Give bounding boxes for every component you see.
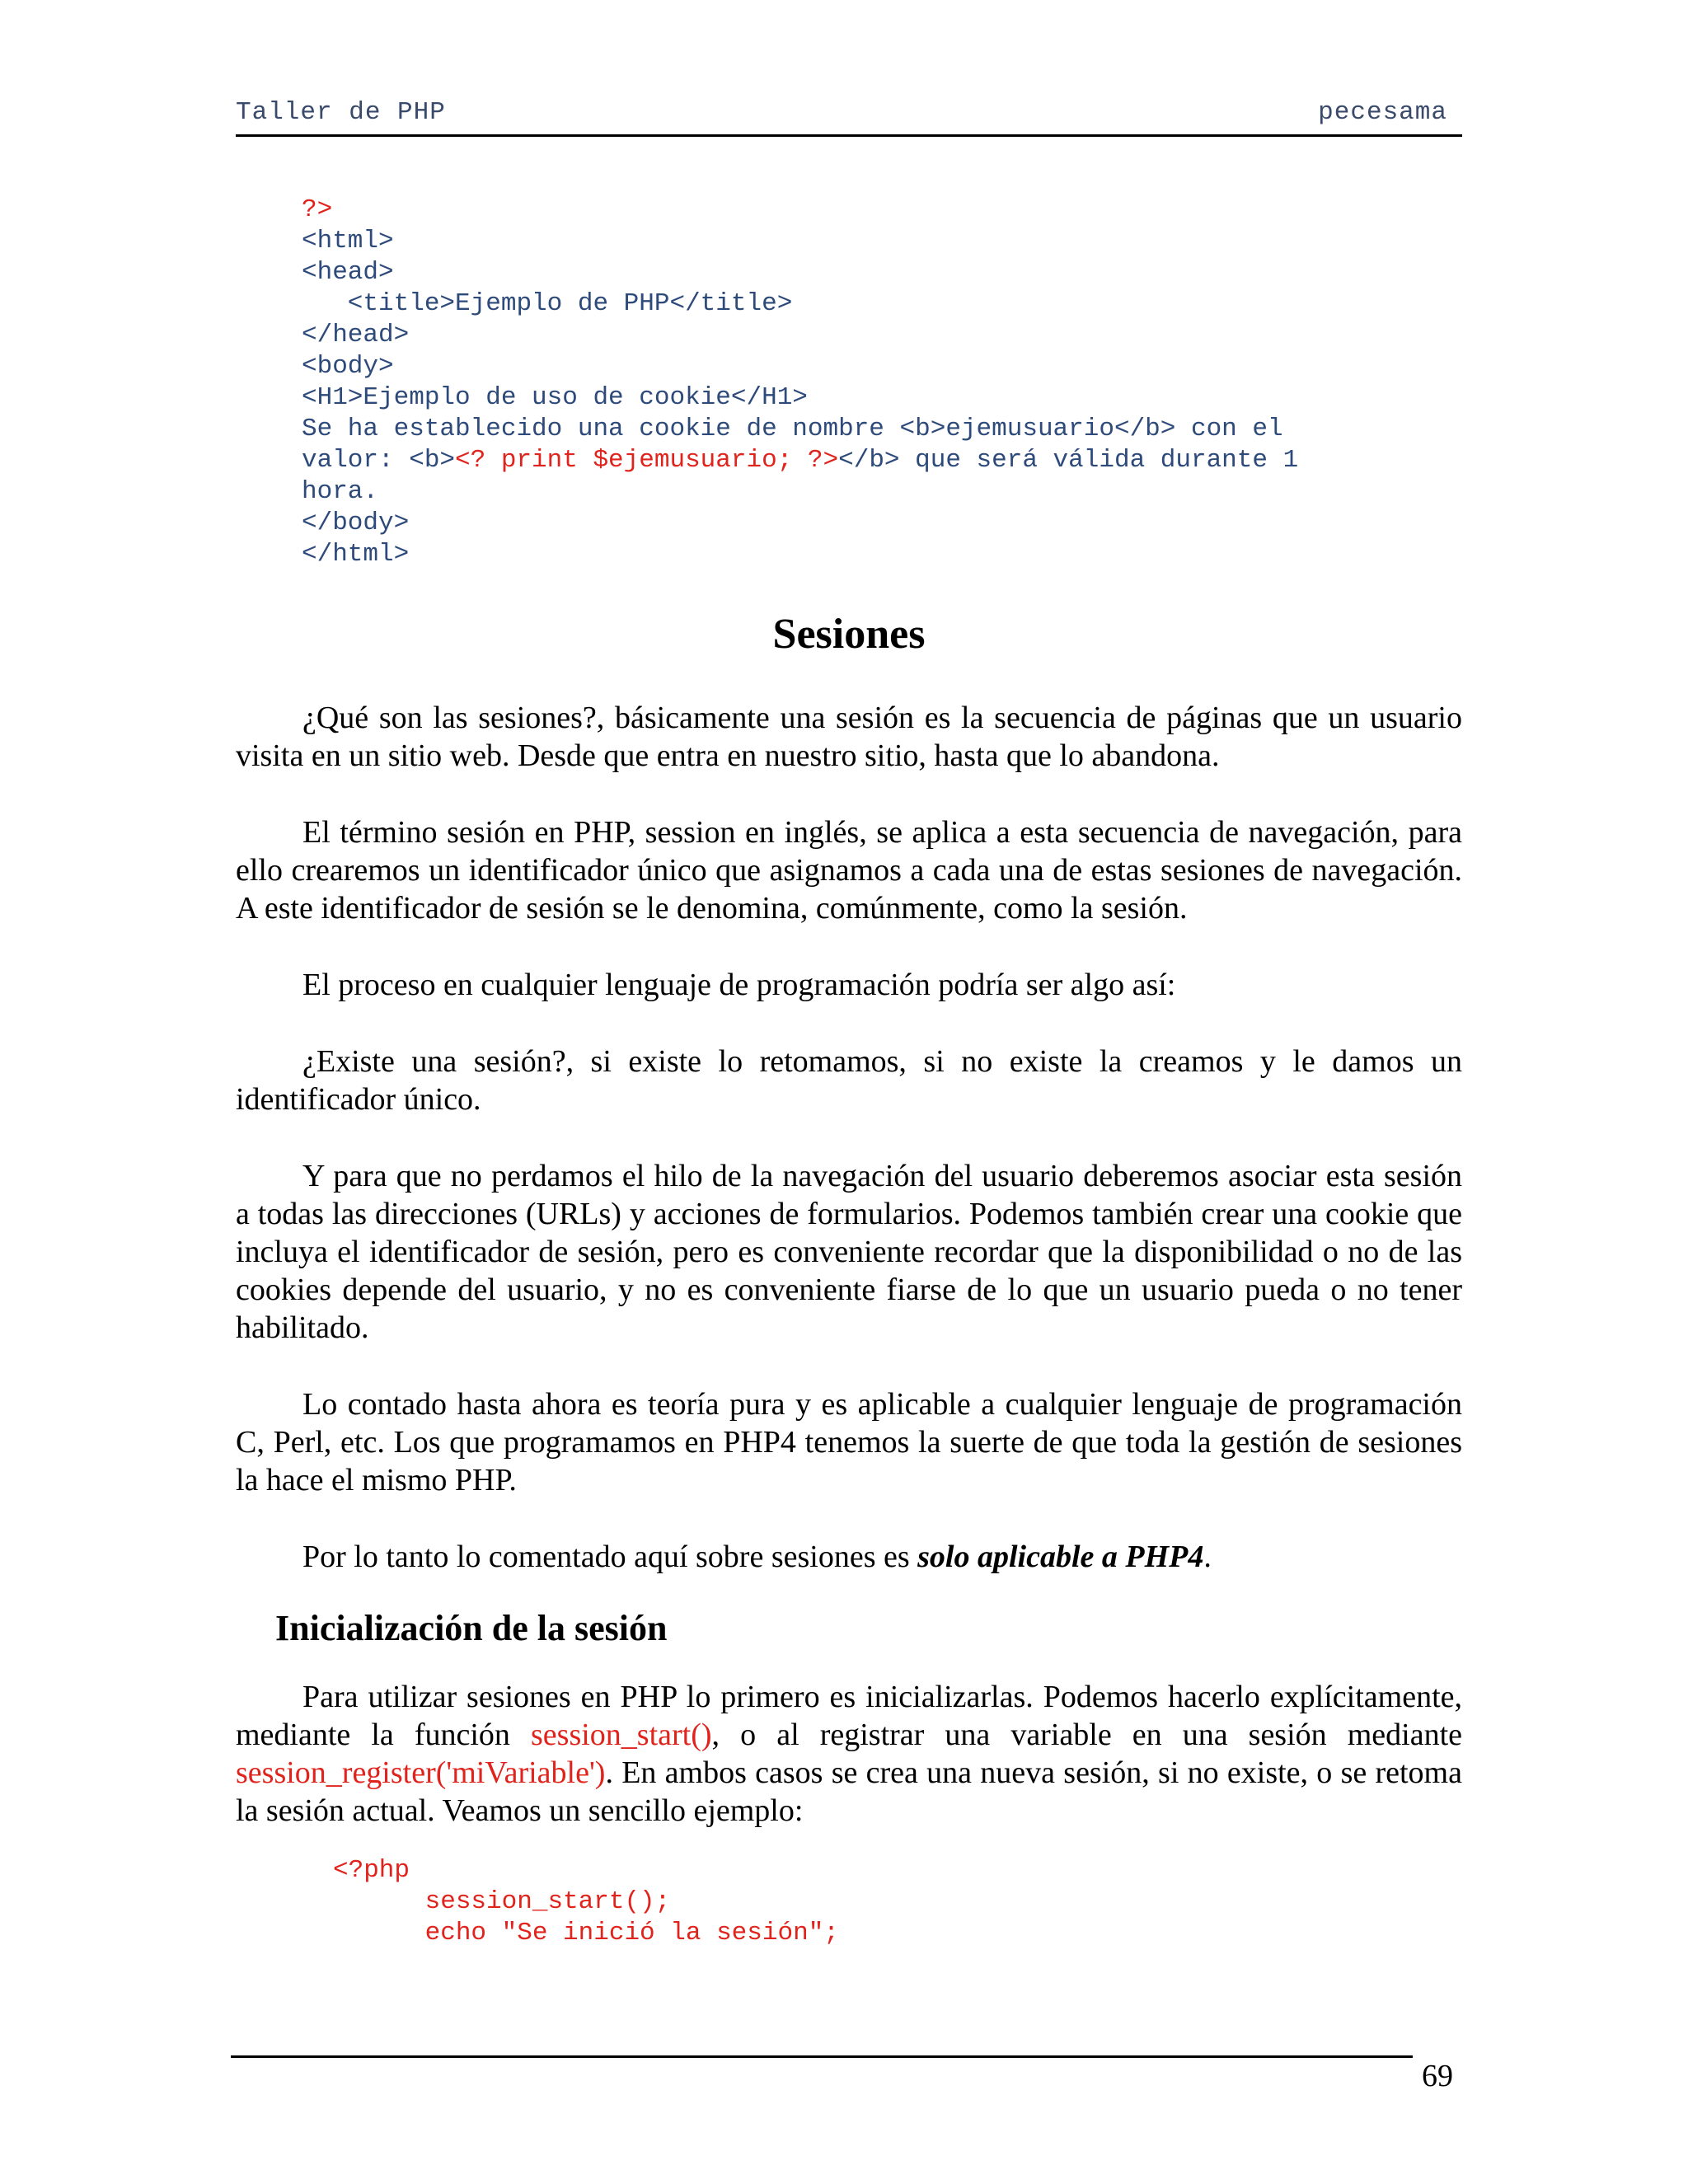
code-token: </html> xyxy=(302,540,410,569)
footer-divider xyxy=(231,2055,1413,2058)
code-token: Se ha establecido una cookie de nombre <b>ejemusuario</b> con el xyxy=(302,415,1283,443)
code-line xyxy=(302,509,409,537)
code-line xyxy=(302,540,409,569)
paragraph-5: Y para que no perdamos el hilo de la navegación del usuario deberemos asociar esta sesión a todas las direcciones (URLs) y acciones de formularios. Podemos también crear una cookie que incluya el identificador de sesión, pero es conveniente recordar que la disponibilidad o no de las cookies depende del usuario, y no es conveniente fiarse de lo que un usuario pueda o no tener habilitado. xyxy=(236,1159,1462,1345)
code-line xyxy=(333,1856,410,1885)
code-line xyxy=(302,258,394,287)
code-token: hora. xyxy=(302,477,379,506)
header-author: pecesama xyxy=(1318,98,1447,127)
p7-end: . xyxy=(1203,1540,1212,1574)
code-line xyxy=(302,383,808,412)
paragraph-4: ¿Existe una sesión?, si existe lo retomamos, si no existe la creamos y le damos un identificador único. xyxy=(236,1044,1462,1117)
code-token: <title>Ejemplo de PHP</title> xyxy=(302,289,793,318)
paragraph-6: Lo contado hasta ahora es teoría pura y es aplicable a cualquier lenguaje de programación C, Perl, etc. Los que programamos en PHP4 tenemos la suerte de que toda la gestión de sesiones la hace el mismo PHP. xyxy=(236,1387,1462,1497)
code-line xyxy=(302,321,409,349)
code-token: <H1>Ejemplo de uso de cookie</H1> xyxy=(302,383,808,412)
code-line xyxy=(302,352,394,381)
code-token: </head> xyxy=(302,321,410,349)
paragraph-8 xyxy=(236,1678,1462,1830)
code-line xyxy=(333,1919,839,1947)
code-block-html xyxy=(302,194,1298,570)
function-session-register: session_register('miVariable') xyxy=(236,1755,606,1790)
p8-text-c: . En ambos casos se crea una nueva sesión, si no existe, o se retoma la sesión actual. Veamos un sencillo ejemplo: xyxy=(236,1755,1462,1828)
code-token: valor: <b> xyxy=(302,446,456,475)
code-line xyxy=(333,1887,670,1916)
code-token: <?php xyxy=(333,1856,410,1885)
code-line xyxy=(302,289,792,318)
code-token: </b> que será válida durante 1 xyxy=(838,446,1299,475)
subsection-title: Inicialización de la sesión xyxy=(275,1608,668,1648)
code-token: echo "Se inició la sesión"; xyxy=(333,1919,839,1947)
paragraph-2: El término sesión en PHP, session en inglés, se aplica a esta secuencia de navegación, para ello crearemos un identificador único que asignamos a cada una de estas sesiones de navegación. A este identificador de sesión se le denomina, comúnmente, como la sesión. xyxy=(236,815,1462,926)
p7-emphasis: solo aplicable a PHP4 xyxy=(917,1540,1204,1574)
header-title: Taller de PHP xyxy=(236,98,446,127)
p8-text-a: Para utilizar sesiones en PHP lo primero es inicializarlas. Podemos hacerlo explícitamente, mediante la función xyxy=(236,1680,1462,1752)
page-number: 69 xyxy=(1422,2059,1453,2093)
code-token: <body> xyxy=(302,352,394,381)
code-block-php xyxy=(333,1855,1462,1949)
code-token: <html> xyxy=(302,227,394,255)
body-text xyxy=(236,699,1462,1949)
code-line xyxy=(302,415,1283,443)
function-session-start: session_start() xyxy=(531,1718,712,1752)
code-token: </body> xyxy=(302,509,410,537)
paragraph-1: ¿Qué son las sesiones?, básicamente una sesión es la secuencia de páginas que un usuario visita en un sitio web. Desde que entra en nuestro sitio, hasta que lo abandona. xyxy=(236,701,1462,773)
code-token: ?> xyxy=(302,195,333,224)
code-line xyxy=(302,477,378,506)
paragraph-7 xyxy=(236,1538,1462,1576)
code-line xyxy=(302,195,332,224)
code-line xyxy=(302,446,1298,475)
code-token: <? print $ejemusuario; ?> xyxy=(455,446,839,475)
code-token: <head> xyxy=(302,258,394,287)
p7-text: Por lo tanto lo comentado aquí sobre sesiones es xyxy=(302,1540,918,1574)
paragraph-3: El proceso en cualquier lenguaje de programación podría ser algo así: xyxy=(302,968,1176,1002)
page-header xyxy=(236,95,1462,137)
p8-text-b: , o al registrar una variable en una sesión mediante xyxy=(711,1718,1462,1752)
code-token: session_start(); xyxy=(333,1887,671,1916)
section-title: Sesiones xyxy=(772,611,926,658)
code-line xyxy=(302,227,394,255)
